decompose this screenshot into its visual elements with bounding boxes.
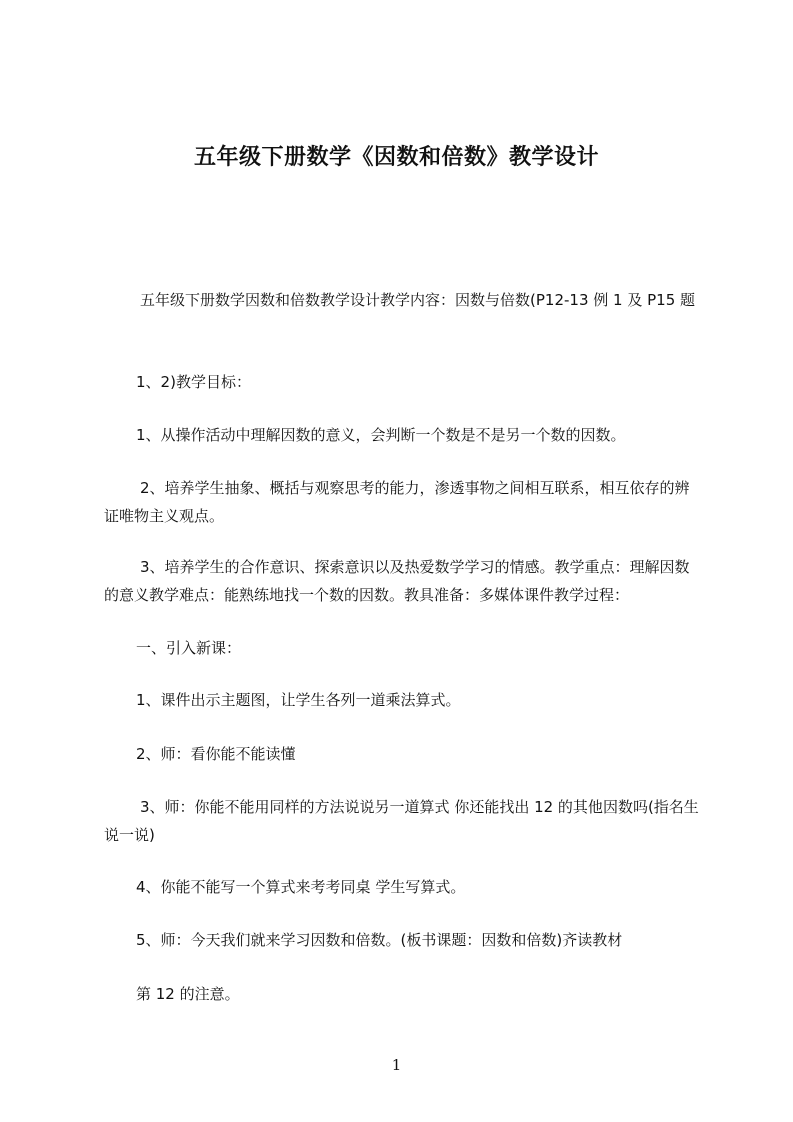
document-title: 五年级下册数学《因数和倍数》教学设计 [193, 145, 599, 170]
paragraph-step-5-cont: 第 12 的注意。 [136, 985, 240, 1003]
paragraph-objectives-heading: 1、2)教学目标： [136, 373, 251, 391]
paragraph-objective-2: 2、培养学生抽象、概括与观察思考的能力，渗透事物之间相互联系，相互依存的辨证唯物主义观点。 [104, 479, 690, 525]
paragraph-objective-3: 3、培养学生的合作意识、探索意识以及热爱数学学习的情感。教学重点：理解因数的意义教学难点：能熟练地找一个数的因数。教具准备：多媒体课件教学过程： [104, 558, 690, 604]
paragraph-step-1: 1、课件出示主题图，让学生各列一道乘法算式。 [136, 691, 461, 709]
paragraph-intro: 五年级下册数学因数和倍数教学设计教学内容：因数与倍数(P12-13 例 1 及 P15 题 [140, 291, 696, 309]
paragraph-step-5: 5、师：今天我们就来学习因数和倍数。(板书课题：因数和倍数)齐读教材 [136, 931, 623, 949]
page-number: 1 [391, 1056, 402, 1074]
paragraph-step-3: 3、师：你能不能用同样的方法说说另一道算式 你还能找出 12 的其他因数吗(指名生说一说) [104, 798, 699, 844]
paragraph-step-4: 4、你能不能写一个算式来考考同桌 学生写算式。 [136, 878, 466, 896]
paragraph-section-heading: 一、引入新课： [136, 639, 242, 657]
paragraph-objective-1: 1、从操作活动中理解因数的意义，会判断一个数是不是另一个数的因数。 [136, 426, 626, 444]
paragraph-step-2: 2、师：看你能不能读懂 [136, 745, 296, 763]
